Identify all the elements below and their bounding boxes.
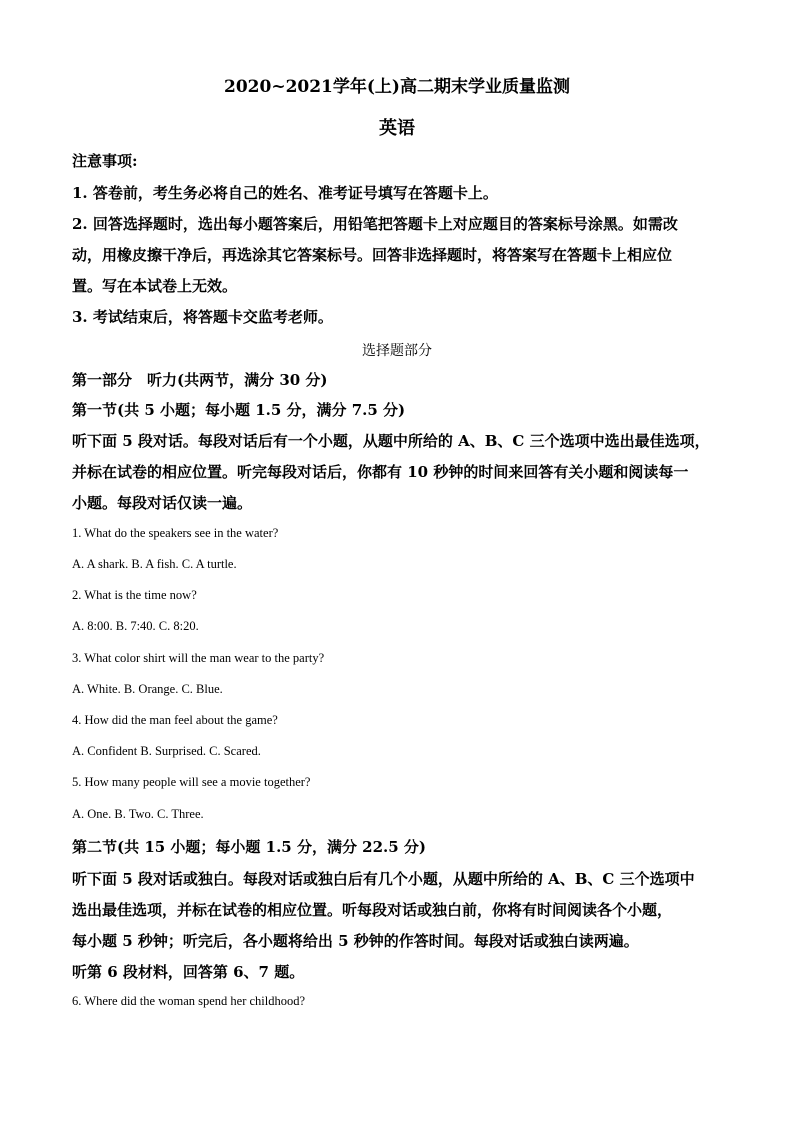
question-options: A. One. B. Two. C. Three. (72, 807, 204, 821)
section2-instructions: 选出最佳选项，并标在试卷的相应位置。听每段对话或独白前，你将有时间阅读各个小题， (72, 901, 673, 919)
question-options: A. White. B. Orange. C. Blue. (72, 682, 223, 696)
question-text: 5. How many people will see a movie together? (72, 775, 311, 789)
section1-title: 第一节(共 5 小题；每小题 1.5 分，满分 7.5 分) (72, 401, 406, 419)
question-text: 1. What do the speakers see in the water? (72, 526, 279, 540)
question-text: 6. Where did the woman spend her childhood? (72, 994, 306, 1008)
question-text: 3. What color shirt will the man wear to the party? (72, 651, 325, 665)
subject-title: 英语 (379, 118, 415, 139)
section2-instructions: 听下面 5 段对话或独白。每段对话或独白后有几个小题，从题中所给的 A、B、C 三个选项中 (72, 870, 695, 888)
question-options: A. Confident B. Surprised. C. Scared. (72, 744, 261, 758)
question-options: A. A shark. B. A fish. C. A turtle. (72, 557, 237, 571)
section-title: 选择题部分 (362, 343, 432, 359)
note-item: 动，用橡皮擦干净后，再选涂其它答案标号。回答非选择题时，将答案写在答题卡上相应位 (72, 246, 673, 264)
exam-title: 2020~2021学年(上)高二期末学业质量监测 (224, 77, 570, 97)
question-text: 2. What is the time now? (72, 588, 197, 602)
section1-instructions: 听下面 5 段对话。每段对话后有一个小题，从题中所给的 A、B、C 三个选项中选出最佳选项， (72, 432, 710, 450)
note-item: 3. 考试结束后，将答题卡交监考老师。 (72, 308, 333, 326)
note-item: 置。写在本试卷上无效。 (72, 277, 238, 295)
question-text: 4. How did the man feel about the game? (72, 713, 278, 727)
material-heading: 听第 6 段材料，回答第 6、7 题。 (72, 963, 305, 981)
note-item: 2. 回答选择题时，选出每小题答案后，用铅笔把答题卡上对应题目的答案标号涂黑。如需改 (72, 215, 678, 233)
part1-title: 第一部分 听力(共两节，满分 30 分) (72, 371, 328, 389)
note-item: 1. 答卷前，考生务必将自己的姓名、准考证号填写在答题卡上。 (72, 184, 498, 202)
section1-instructions: 小题。每段对话仅读一遍。 (72, 494, 253, 512)
section1-instructions: 并标在试卷的相应位置。听完每段对话后，你都有 10 秒钟的时间来回答有关小题和阅读每一 (72, 463, 689, 481)
notes-heading: 注意事项: (72, 152, 138, 170)
question-options: A. 8:00. B. 7:40. C. 8:20. (72, 619, 199, 633)
section2-instructions: 每小题 5 秒钟；听完后，各小题将给出 5 秒钟的作答时间。每段对话或独白读两遍。 (72, 932, 639, 950)
section2-title: 第二节(共 15 小题；每小题 1.5 分，满分 22.5 分) (72, 838, 427, 856)
